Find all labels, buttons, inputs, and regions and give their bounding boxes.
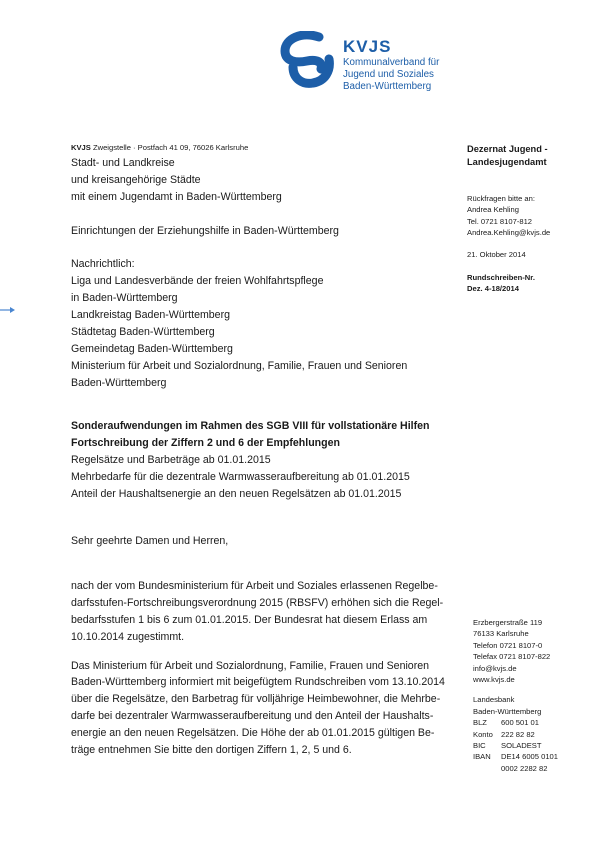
circular-number: [467, 272, 592, 295]
recipient-line: Städtetag Baden-Württemberg: [71, 326, 215, 339]
contact-email: Andrea.Kehling@kvjs.de: [467, 228, 551, 238]
paragraph-line: darfsstufen-Fortschreibungsverordnung 2015 (RBSFV) erhöhen sich die Regel-: [71, 596, 444, 609]
footer-city: 76133 Karlsruhe: [473, 629, 529, 639]
letter-date: 21. Oktober 2014: [467, 250, 526, 259]
recipient-blank: [71, 240, 451, 257]
bank-value: 222 82 82: [501, 729, 535, 739]
salutation: Sehr geehrte Damen und Herren,: [71, 535, 229, 547]
recipient-line: und kreisangehörige Städte: [71, 173, 201, 186]
paragraph-line: Baden-Württemberg informiert mit beigefügtem Rundschreiben vom 13.10.2014: [71, 676, 445, 689]
paragraph-line: energie an den neuen Regelsätzen. Die Höhe der ab 01.01.2015 gültigen Be-: [71, 727, 435, 740]
recipient-line: Gemeindetag Baden-Württemberg: [71, 342, 233, 355]
bank-row: [473, 751, 588, 762]
paragraph-line: bedarfsstufen 1 bis 6 zum 01.01.2015. Der Bundesrat hat diesem Erlass am: [71, 613, 428, 626]
recipient-block: [71, 155, 451, 392]
contact-label: Rückfragen bitte an:: [467, 194, 535, 203]
sender-address: Zweigstelle · Postfach 41 09, 76026 Karlsruhe: [90, 143, 249, 152]
department-line: Dezernat Jugend -: [467, 144, 548, 154]
subject-line: Regelsätze und Barbeträge ab 01.01.2015: [71, 453, 271, 466]
logo-name: KVJS: [343, 37, 392, 56]
bank-label: Konto: [473, 729, 493, 739]
contact-block: [467, 193, 592, 239]
recipient-line: Liga und Landesverbände der freien Wohlfahrtspflege: [71, 275, 324, 288]
paragraph-line: über die Regelsätze, den Barbetrag für volljährige Heimbewohner, die Mehrbe-: [71, 693, 441, 706]
recipient-line: mit einem Jugendamt in Baden-Württemberg: [71, 190, 282, 203]
bank-label: [473, 763, 501, 774]
footer-phone: Telefon 0721 8107-0: [473, 640, 543, 650]
bank-value: DE14 6005 0101: [501, 752, 559, 762]
paragraph: [71, 578, 461, 646]
paragraph-line: darfe bei dezentraler Warmwasseraufbereitung und den Anteil der Haushalts-: [71, 710, 434, 723]
bank-name: Landesbank: [473, 695, 515, 705]
circular-value: Dez. 4-18/2014: [467, 284, 519, 294]
paragraph-line: Das Ministerium für Arbeit und Sozialordnung, Familie, Frauen und Senioren: [71, 659, 430, 672]
circular-label: Rundschreiben-Nr.: [467, 273, 535, 282]
subject-line: Anteil der Haushaltsenergie an den neuen Regelsätzen ab 01.01.2015: [71, 487, 402, 500]
bank-row: [473, 763, 588, 774]
bank-row: [473, 740, 588, 751]
recipient-line: Einrichtungen der Erziehungshilfe in Baden-Württemberg: [71, 224, 339, 237]
footer-email-link[interactable]: info@kvjs.de: [473, 663, 517, 673]
paragraph: [71, 658, 461, 759]
footer-info: [473, 617, 588, 774]
sender-org: KVJS: [71, 143, 91, 152]
bank-label: BIC: [473, 741, 486, 751]
bank-value: 600 501 01: [501, 718, 540, 728]
logo-subtitle-line: Kommunalverband für: [343, 57, 440, 68]
paragraph-line: 10.10.2014 zugestimmt.: [71, 630, 185, 643]
recipient-line: Nachrichtlich:: [71, 258, 135, 271]
department-heading: [467, 143, 592, 168]
paragraph-line: nach der vom Bundesministerium für Arbeit und Soziales erlassenen Regelbe-: [71, 579, 438, 592]
bank-row: [473, 729, 588, 740]
contact-name: Andrea Kehling: [467, 205, 519, 215]
recipient-line: Stadt- und Landkreise: [71, 157, 175, 169]
recipient-line: Baden-Württemberg: [71, 376, 167, 389]
bank-value: SOLADEST: [501, 741, 542, 751]
subject-block: [71, 418, 461, 503]
sender-line: [71, 143, 248, 152]
recipient-line: in Baden-Württemberg: [71, 292, 178, 305]
recipient-line: Landkreistag Baden-Württemberg: [71, 309, 230, 322]
footer-fax: Telefax 0721 8107-822: [473, 652, 551, 662]
contact-phone: Tel. 0721 8107-812: [467, 216, 533, 226]
subject-title: Fortschreibung der Ziffern 2 und 6 der Empfehlungen: [71, 436, 340, 449]
recipient-line: Ministerium für Arbeit und Sozialordnung, Familie, Frauen und Senioren: [71, 359, 408, 372]
recipient-blank: [71, 206, 451, 223]
footer-street: Erzbergerstraße 119: [473, 618, 543, 627]
bank-label: BLZ: [473, 718, 487, 728]
fold-mark-arrow-icon: [0, 305, 18, 315]
bank-name: Baden-Württemberg: [473, 706, 542, 716]
paragraph-line: träge entnehmen Sie bitte den dortigen Ziffern 1, 2, 5 und 6.: [71, 744, 352, 757]
subject-title: Sonderaufwendungen im Rahmen des SGB VIII für vollstationäre Hilfen: [71, 420, 430, 432]
bank-label: IBAN: [473, 752, 491, 762]
bank-value: 0002 2282 82: [501, 763, 548, 773]
logo-subtitle-line: Baden-Württemberg: [343, 80, 432, 92]
logo-subtitle: [343, 57, 483, 92]
logo-subtitle-line: Jugend und Soziales: [343, 68, 434, 80]
bank-row: [473, 717, 588, 728]
subject-line: Mehrbedarfe für die dezentrale Warmwasseraufbereitung ab 01.01.2015: [71, 470, 410, 483]
footer-website-link[interactable]: www.kvjs.de: [473, 675, 515, 685]
letter-body: [71, 533, 461, 759]
kvjs-logo-mark: [279, 31, 335, 89]
department-line: Landesjugendamt: [467, 156, 547, 167]
